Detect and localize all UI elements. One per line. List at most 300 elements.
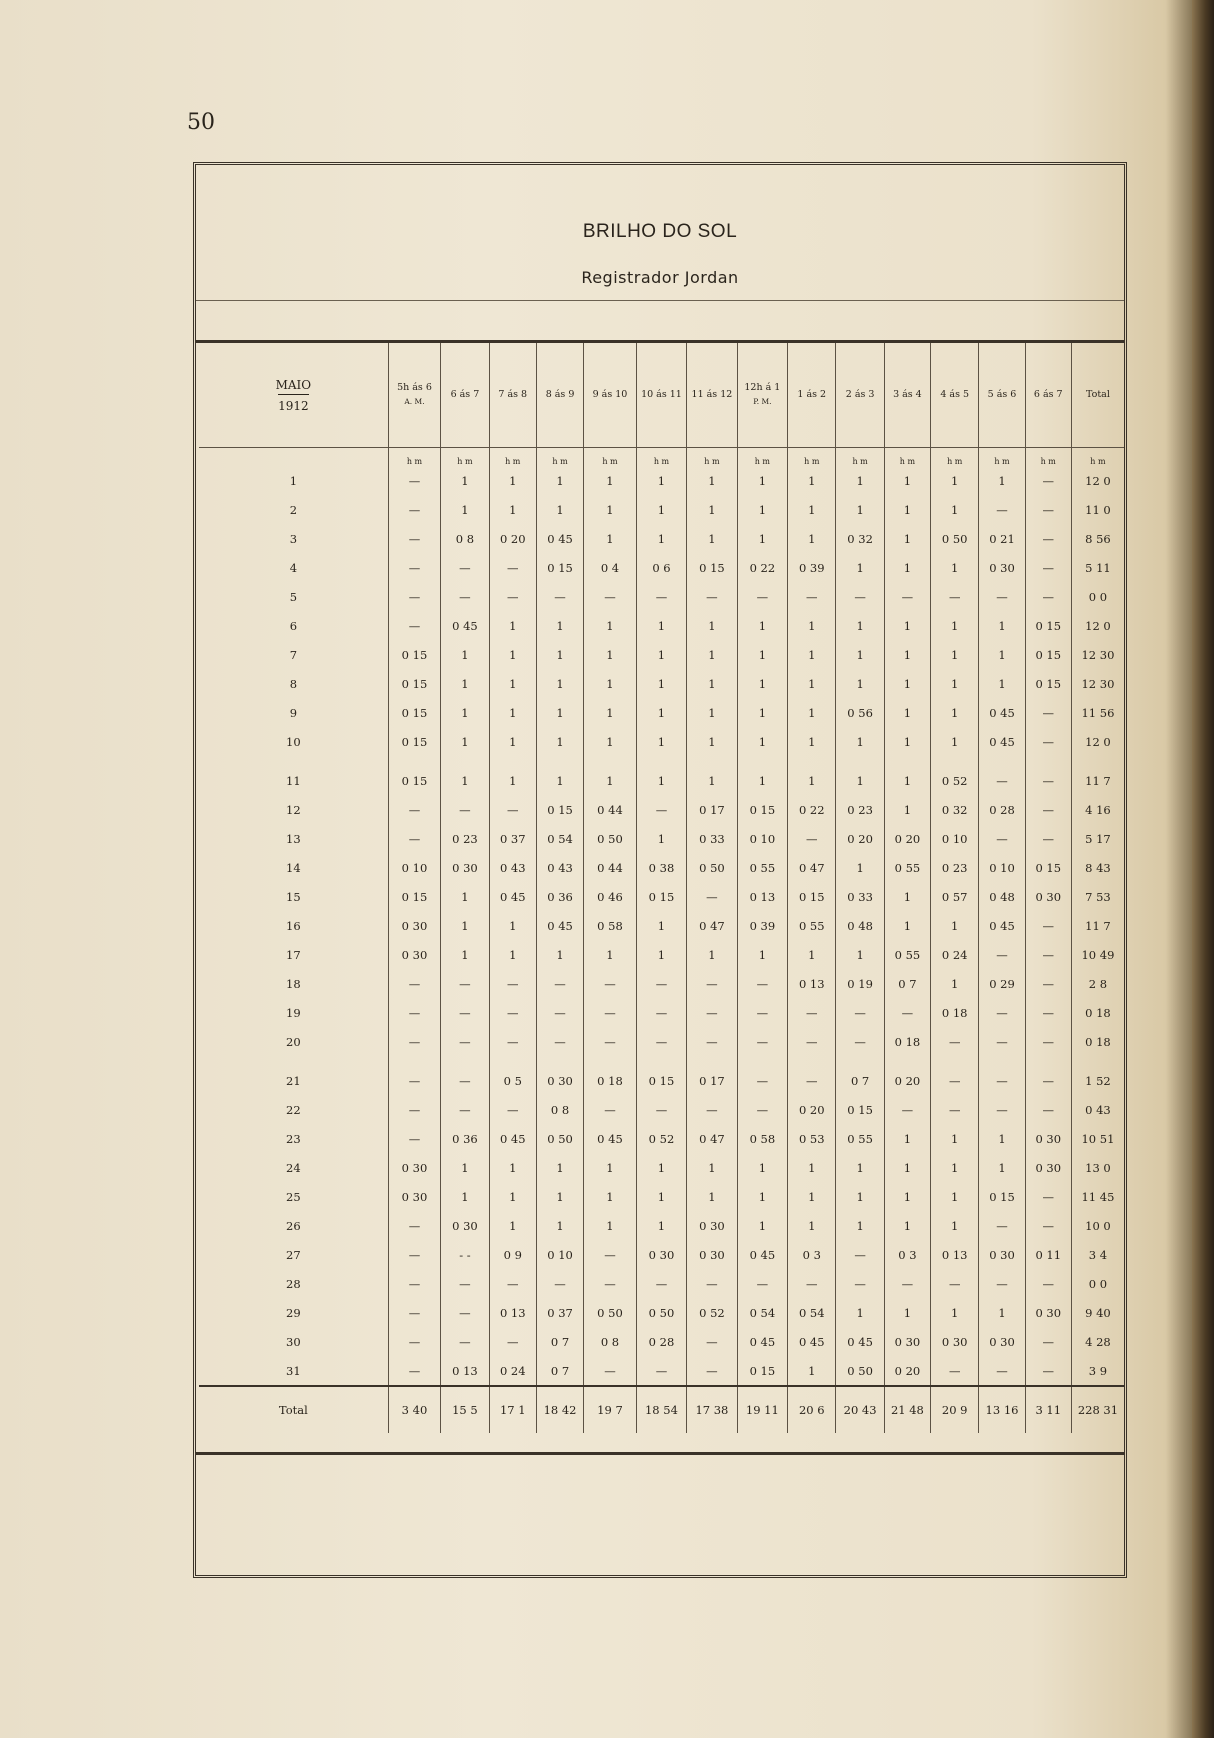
row-total-cell: 11 56 (1071, 698, 1124, 727)
hour-cell: 1 (788, 1182, 836, 1211)
day-cell: 2 (289, 502, 298, 517)
hour-cell: 1 (584, 466, 637, 495)
hour-cell: 0 15 (536, 553, 583, 582)
hour-cell: 1 (687, 698, 737, 727)
day-cell: 21 (286, 1073, 301, 1088)
hour-cell: 0 28 (636, 1327, 686, 1356)
hour-cell: — (1025, 524, 1071, 553)
hour-cell: 0 15 (1025, 853, 1071, 882)
row-total-cell: 12 0 (1071, 466, 1124, 495)
hour-cell: 0 15 (388, 669, 441, 698)
hour-cell: 0 30 (388, 940, 441, 969)
hour-cell: 1 (737, 1153, 787, 1182)
unit-label: h m (788, 448, 836, 467)
hour-cell: — (836, 582, 884, 611)
hour-cell: — (584, 1095, 637, 1124)
hour-cell: — (1025, 998, 1071, 1027)
unit-label: h m (636, 448, 686, 467)
hour-cell: 1 (931, 969, 979, 998)
column-header-label: 1 ás 2 (797, 389, 827, 400)
hour-cell: 1 (931, 466, 979, 495)
spacer-cell (884, 756, 930, 766)
hour-cell: — (636, 795, 686, 824)
hour-cell: — (979, 1211, 1025, 1240)
hour-cell: 1 (836, 611, 884, 640)
hour-cell: 0 37 (536, 1298, 583, 1327)
hour-cell: — (388, 1211, 441, 1240)
unit-label: h m (836, 448, 884, 467)
hour-cell: — (737, 1027, 787, 1056)
column-header (687, 343, 737, 448)
hour-cell: 0 39 (788, 553, 836, 582)
table-row (199, 1095, 1124, 1124)
day-cell: 22 (286, 1102, 301, 1117)
hour-cell: — (1025, 1066, 1071, 1095)
hour-cell: 1 (636, 1153, 686, 1182)
hour-cell: — (1025, 1095, 1071, 1124)
table-row (199, 698, 1124, 727)
hour-cell: 0 30 (979, 1327, 1025, 1356)
hour-cell: — (884, 582, 930, 611)
table-row (199, 1211, 1124, 1240)
spacer-cell (1071, 756, 1124, 766)
hour-cell: 0 30 (441, 1211, 489, 1240)
hour-cell: 0 15 (737, 795, 787, 824)
hour-cell: 0 10 (931, 824, 979, 853)
hour-cell: 1 (584, 524, 637, 553)
hour-cell: 0 52 (636, 1124, 686, 1153)
table-row (199, 524, 1124, 553)
hour-cell: 0 10 (536, 1240, 583, 1269)
hour-cell: 0 30 (931, 1327, 979, 1356)
hour-cell: 0 45 (737, 1327, 787, 1356)
hour-cell: 1 (687, 727, 737, 756)
hour-cell: 1 (979, 669, 1025, 698)
spacer-cell (788, 756, 836, 766)
hour-cell: 0 54 (737, 1298, 787, 1327)
hour-cell: — (388, 1269, 441, 1298)
hour-cell: 1 (489, 766, 536, 795)
hour-cell: 0 15 (1025, 669, 1071, 698)
hour-cell: 1 (836, 553, 884, 582)
hour-cell: 1 (884, 882, 930, 911)
hour-cell: 1 (737, 727, 787, 756)
hour-cell: — (836, 1269, 884, 1298)
spacer-cell (687, 1056, 737, 1066)
hour-cell: 1 (441, 1153, 489, 1182)
total-cell: 20 6 (788, 1386, 836, 1433)
hour-cell: 1 (931, 1124, 979, 1153)
hour-cell: 1 (536, 940, 583, 969)
hour-cell: — (1025, 969, 1071, 998)
hour-cell: 0 23 (441, 824, 489, 853)
hour-cell: 1 (489, 911, 536, 940)
hour-cell: 0 50 (836, 1356, 884, 1386)
page-title: BRILHO DO SOL (582, 221, 738, 242)
hour-cell: 0 17 (687, 795, 737, 824)
hour-cell: 0 15 (1025, 611, 1071, 640)
spacer-cell (979, 1056, 1025, 1066)
hour-cell: — (489, 1027, 536, 1056)
hour-cell: — (636, 1095, 686, 1124)
hour-cell: 0 15 (536, 795, 583, 824)
hour-cell: 1 (687, 640, 737, 669)
hour-cell: 1 (441, 882, 489, 911)
day-cell: 28 (286, 1276, 301, 1291)
hour-cell: 0 20 (489, 524, 536, 553)
hour-cell: 0 48 (836, 911, 884, 940)
column-header (979, 343, 1025, 448)
hour-cell: 1 (979, 1153, 1025, 1182)
hour-cell: 1 (788, 1153, 836, 1182)
column-header (388, 343, 441, 448)
hour-cell: 1 (737, 524, 787, 553)
hour-cell: 1 (836, 940, 884, 969)
hour-cell: 1 (931, 1211, 979, 1240)
row-total-cell: 0 0 (1071, 582, 1124, 611)
hour-cell: 0 15 (388, 727, 441, 756)
hour-cell: 1 (636, 940, 686, 969)
hour-cell: 0 33 (687, 824, 737, 853)
hour-cell: 1 (884, 1182, 930, 1211)
table-row (199, 582, 1124, 611)
total-cell: 19 7 (584, 1386, 637, 1433)
table-row (199, 553, 1124, 582)
hour-cell: 1 (636, 1211, 686, 1240)
hour-cell: 1 (489, 1153, 536, 1182)
row-total-cell: 10 51 (1071, 1124, 1124, 1153)
row-total-cell: 8 56 (1071, 524, 1124, 553)
total-cell: 3 40 (388, 1386, 441, 1433)
hour-cell: 1 (441, 727, 489, 756)
hour-cell: 0 30 (388, 1153, 441, 1182)
hour-cell: 1 (441, 669, 489, 698)
hour-cell: 0 45 (536, 911, 583, 940)
hour-cell: — (836, 998, 884, 1027)
table-row (199, 998, 1124, 1027)
hour-cell: 1 (584, 669, 637, 698)
column-header-label: 5 ás 6 (987, 389, 1017, 400)
hour-cell: 1 (441, 640, 489, 669)
hour-cell: — (788, 1027, 836, 1056)
hour-cell: — (388, 611, 441, 640)
day-cell: 14 (286, 860, 301, 875)
hour-cell: 1 (441, 466, 489, 495)
hour-cell: 1 (931, 640, 979, 669)
hour-cell: 0 4 (584, 553, 637, 582)
hour-cell: 1 (884, 466, 930, 495)
hour-cell: — (636, 998, 686, 1027)
hour-cell: 1 (788, 640, 836, 669)
hour-cell: 0 8 (441, 524, 489, 553)
hour-cell: 1 (737, 669, 787, 698)
spacer-cell (1025, 1056, 1071, 1066)
hour-cell: — (884, 998, 930, 1027)
hour-cell: — (489, 553, 536, 582)
hour-cell: 1 (737, 611, 787, 640)
hour-cell: 1 (489, 669, 536, 698)
table-row (199, 1298, 1124, 1327)
hour-cell: 1 (737, 1182, 787, 1211)
units-stub (199, 448, 388, 467)
hour-cell: 0 3 (788, 1240, 836, 1269)
day-cell: 5 (289, 589, 298, 604)
hour-cell: 0 50 (636, 1298, 686, 1327)
table-row (199, 882, 1124, 911)
hour-cell: 1 (441, 495, 489, 524)
row-total-cell: 13 0 (1071, 1153, 1124, 1182)
row-total-cell: 2 8 (1071, 969, 1124, 998)
hour-cell: 1 (788, 669, 836, 698)
hour-cell: — (884, 1269, 930, 1298)
unit-label: h m (931, 448, 979, 467)
row-total-cell: 11 45 (1071, 1182, 1124, 1211)
hour-cell: 1 (836, 640, 884, 669)
hour-cell: — (441, 795, 489, 824)
hour-cell: 0 10 (737, 824, 787, 853)
hour-cell: 0 52 (931, 766, 979, 795)
hour-cell: 0 28 (979, 795, 1025, 824)
hour-cell: — (1025, 795, 1071, 824)
title-box (196, 165, 1124, 343)
hour-cell: 1 (687, 524, 737, 553)
hour-cell: 1 (489, 940, 536, 969)
column-header-period: P. M. (753, 397, 772, 406)
hour-cell: 0 29 (979, 969, 1025, 998)
row-total-cell: 8 43 (1071, 853, 1124, 882)
hour-cell: — (687, 1269, 737, 1298)
hour-cell: 1 (931, 611, 979, 640)
hour-cell: 1 (979, 640, 1025, 669)
unit-label: h m (1025, 448, 1071, 467)
hour-cell: 1 (489, 1211, 536, 1240)
hour-cell: 1 (536, 727, 583, 756)
hour-cell: 1 (584, 495, 637, 524)
hour-cell: 1 (836, 1298, 884, 1327)
hour-cell: — (489, 1095, 536, 1124)
hour-cell: 1 (636, 466, 686, 495)
hour-cell: 0 45 (536, 524, 583, 553)
hour-cell: — (1025, 553, 1071, 582)
hour-cell: 0 20 (788, 1095, 836, 1124)
hour-cell: 0 20 (884, 1066, 930, 1095)
hour-cell: 0 30 (388, 1182, 441, 1211)
hour-cell: 0 24 (931, 940, 979, 969)
hour-cell: — (1025, 824, 1071, 853)
hour-cell: 0 13 (788, 969, 836, 998)
column-header-label: 9 ás 10 (592, 389, 628, 400)
hour-cell: 1 (931, 727, 979, 756)
hour-cell: 0 30 (536, 1066, 583, 1095)
hour-cell: 0 30 (687, 1211, 737, 1240)
unit-label: h m (979, 448, 1025, 467)
hour-cell: 0 15 (836, 1095, 884, 1124)
table-row (199, 824, 1124, 853)
row-total-cell: 0 0 (1071, 1269, 1124, 1298)
spacer-cell (931, 756, 979, 766)
unit-label: h m (687, 448, 737, 467)
hour-cell: — (979, 582, 1025, 611)
hour-cell: — (441, 998, 489, 1027)
spacer-cell (836, 756, 884, 766)
hour-cell: - - (441, 1240, 489, 1269)
hour-cell: 0 15 (788, 882, 836, 911)
hour-cell: — (388, 582, 441, 611)
hour-cell: 0 45 (979, 698, 1025, 727)
total-cell: 15 5 (441, 1386, 489, 1433)
row-total-cell: 12 0 (1071, 727, 1124, 756)
row-total-cell: 12 30 (1071, 640, 1124, 669)
hour-cell: 1 (441, 698, 489, 727)
hour-cell: 1 (836, 766, 884, 795)
hour-cell: — (441, 1095, 489, 1124)
column-header-label: 10 ás 11 (641, 389, 682, 400)
hour-cell: 0 20 (884, 1356, 930, 1386)
hour-cell: 1 (536, 466, 583, 495)
hour-cell: 0 45 (489, 882, 536, 911)
hour-cell: 1 (788, 611, 836, 640)
hour-cell: 1 (931, 553, 979, 582)
spacer-cell (441, 1056, 489, 1066)
row-total-cell: 1 52 (1071, 1066, 1124, 1095)
hour-cell: — (441, 969, 489, 998)
hour-cell: — (979, 1066, 1025, 1095)
hour-cell: — (489, 998, 536, 1027)
unit-label: h m (489, 448, 536, 467)
hour-cell: 0 44 (584, 795, 637, 824)
hour-cell: 0 32 (931, 795, 979, 824)
column-header-label: 4 ás 5 (940, 389, 970, 400)
hour-cell: 0 36 (441, 1124, 489, 1153)
hour-cell: 0 20 (884, 824, 930, 853)
day-cell: 25 (286, 1189, 301, 1204)
hour-cell: 1 (979, 1124, 1025, 1153)
spacer-cell (388, 1056, 441, 1066)
hour-cell: 1 (584, 727, 637, 756)
hour-cell: — (1025, 582, 1071, 611)
hour-cell: — (836, 1027, 884, 1056)
column-header (1025, 343, 1071, 448)
spacer-cell (636, 756, 686, 766)
hour-cell: 1 (884, 795, 930, 824)
table-row (199, 466, 1124, 495)
hour-cell: 1 (687, 1153, 737, 1182)
hour-cell: — (788, 1269, 836, 1298)
hour-cell: — (388, 1124, 441, 1153)
hour-cell: 0 30 (979, 1240, 1025, 1269)
row-total-cell: 11 7 (1071, 766, 1124, 795)
hour-cell: 0 15 (636, 1066, 686, 1095)
spacer-cell (1025, 756, 1071, 766)
hour-cell: 1 (931, 495, 979, 524)
hour-cell: 0 7 (836, 1066, 884, 1095)
table-row (199, 795, 1124, 824)
total-cell: 20 43 (836, 1386, 884, 1433)
hour-cell: 0 30 (636, 1240, 686, 1269)
hour-cell: 1 (584, 1182, 637, 1211)
hour-cell: — (441, 1327, 489, 1356)
table-row (199, 1153, 1124, 1182)
column-header-period: A. M. (404, 397, 425, 406)
hour-cell: 1 (536, 766, 583, 795)
hour-cell: — (788, 998, 836, 1027)
hour-cell: 1 (737, 940, 787, 969)
table-row (199, 1327, 1124, 1356)
table-frame (193, 162, 1127, 1578)
spacer-cell (687, 756, 737, 766)
day-cell: 7 (289, 647, 298, 662)
column-header-label: 7 ás 8 (498, 389, 528, 400)
hour-cell: — (636, 1356, 686, 1386)
hour-cell: 0 55 (884, 940, 930, 969)
day-cell: 17 (286, 947, 301, 962)
hour-cell: 0 50 (931, 524, 979, 553)
hour-cell: 0 15 (388, 640, 441, 669)
hour-cell: — (584, 1269, 637, 1298)
hour-cell: 0 47 (687, 1124, 737, 1153)
hour-cell: — (687, 582, 737, 611)
hour-cell: 1 (884, 766, 930, 795)
total-cell: 18 42 (536, 1386, 583, 1433)
hour-cell: 1 (788, 766, 836, 795)
hour-cell: 1 (884, 1153, 930, 1182)
row-total-cell: 10 49 (1071, 940, 1124, 969)
stub-month: MAIO (275, 377, 312, 392)
row-total-cell: 9 40 (1071, 1298, 1124, 1327)
total-cell: 13 16 (979, 1386, 1025, 1433)
hour-cell: — (836, 1240, 884, 1269)
row-total-cell: 4 16 (1071, 795, 1124, 824)
row-total-cell: 0 43 (1071, 1095, 1124, 1124)
hour-cell: 0 15 (636, 882, 686, 911)
day-cell: 27 (286, 1247, 301, 1262)
hour-cell: 1 (737, 640, 787, 669)
day-cell: 30 (286, 1334, 301, 1349)
hour-cell: 1 (489, 466, 536, 495)
hour-cell: 1 (489, 495, 536, 524)
hour-cell: 0 58 (584, 911, 637, 940)
hour-cell: 0 45 (979, 911, 1025, 940)
hour-cell: 0 3 (884, 1240, 930, 1269)
hour-cell: — (1025, 1182, 1071, 1211)
hour-cell: 1 (441, 766, 489, 795)
hour-cell: 1 (737, 766, 787, 795)
total-row (199, 1386, 1124, 1433)
hour-cell: — (1025, 1269, 1071, 1298)
hour-cell: 1 (536, 1211, 583, 1240)
hour-cell: — (687, 1095, 737, 1124)
hour-cell: 0 50 (687, 853, 737, 882)
column-header (884, 343, 930, 448)
hour-cell: — (979, 824, 1025, 853)
hour-cell: 0 37 (489, 824, 536, 853)
day-cell: 11 (286, 773, 301, 788)
hour-cell: — (737, 1066, 787, 1095)
hour-cell: 1 (788, 698, 836, 727)
column-header (489, 343, 536, 448)
day-cell: 4 (289, 560, 298, 575)
spacer-cell (979, 756, 1025, 766)
spacer-cell (1071, 1056, 1124, 1066)
hour-cell: 1 (931, 911, 979, 940)
spacer-cell (199, 756, 388, 766)
hour-cell: 1 (636, 669, 686, 698)
total-cell: 17 1 (489, 1386, 536, 1433)
hour-cell: — (388, 1066, 441, 1095)
hour-cell: — (979, 1095, 1025, 1124)
hour-cell: 1 (884, 911, 930, 940)
hour-cell: 0 46 (584, 882, 637, 911)
